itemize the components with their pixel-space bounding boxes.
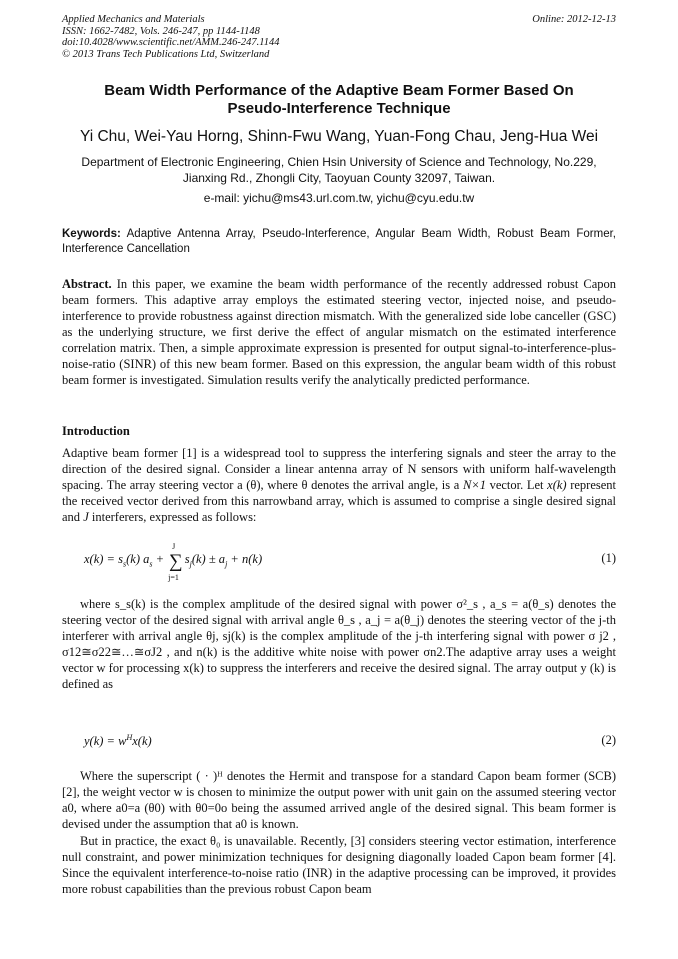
keywords-block: [62, 227, 616, 257]
journal-name: Applied Mechanics and Materials: [62, 14, 205, 25]
intro-p1-text-c: vector. Let: [485, 478, 548, 492]
eq1-sub-j: j: [189, 559, 192, 569]
eq1-end: + n(k): [227, 552, 263, 566]
keywords-text: Adaptive Antenna Array, Pseudo-Interference, Angular Beam Width, Robust Beam Former, Interference Cancellation: [62, 228, 617, 255]
eq2-lhs: y(k) = w: [84, 734, 127, 749]
eq1-sub-j2: j: [225, 559, 228, 569]
intro-p1-math-n: N×1: [462, 478, 486, 492]
summation-symbol: ∑ J j=1: [168, 542, 183, 582]
eq1-tail: (k) ± a: [191, 552, 226, 566]
abstract-label: Abstract.: [62, 277, 112, 291]
intro-p1-text-e: represent the received vector derived from this narrowband array, which is assumed to comprise a single desired signal and: [62, 478, 617, 524]
intro-paragraph-3: Where the superscript ( · )ᴴ denotes the Hermit and transpose for a standard Capon beam former (SCB) [2], the weight vector w is chosen to minimize the output power with unit gain on the assumed steering vector a0, where a0=a (θ0) with θ0=0o being the assumed arrived angle of the desired signal. This beam former is devised under the assumption that a0 is known.: [62, 769, 616, 831]
affiliation: [62, 154, 616, 186]
intro-paragraph-2: where s_s(k) is the complex amplitude of the desired signal with power σ²_s , a_s = a(θ_s) denotes the steering vector of the desired signal with arrival angle θ_s , a_j = a(θ_j) denotes the steering vector of the j-th interferer with arrival angle θj, sj(k) is the complex amplitude of the j-th interfering signal with power σ j2 , σ12≅σ22≅…≅σJ2 , and n(k) is the additive white noise with power σn2.The adaptive array uses a weight vector w for processing x(k) to suppress the interferers and receive the desired signal. The array output y (k) is defined as: [62, 597, 616, 691]
journal-header: [62, 14, 279, 60]
eq2-sup-h: H: [126, 733, 133, 742]
eq2-rhs: x(k): [132, 734, 152, 749]
issn-line: ISSN: 1662-7482, Vols. 246-247, pp 1144-1148: [62, 25, 260, 37]
section-heading-introduction: Introduction: [62, 424, 130, 438]
equation-1: [84, 538, 616, 582]
keywords-label: Keywords:: [62, 228, 121, 240]
intro-p1-text-g: interferers, expressed as follows:: [88, 510, 257, 524]
copyright-line: © 2013 Trans Tech Publications Ltd, Switzerland: [62, 48, 270, 60]
equation-2: [84, 733, 616, 751]
eq1-lhs: x(k) = s: [84, 552, 123, 566]
equation-1-body: [84, 542, 263, 582]
paper-title: [62, 82, 616, 118]
equation-1-number: (1): [601, 551, 616, 565]
eq1-mid: (k) a: [126, 552, 150, 566]
intro-paragraph-4: But in practice, the exact θ₀ is unavailable. Recently, [3] considers steering vector estimation, interference null constraint, and power minimization techniques for designing diagonally loaded Capon beam former [4]. Since the equivalent interference-to-noise ratio (INR) in the adaptive processing can be improved, it provides more robust capabilities than the previous robust Capon beam: [62, 834, 616, 896]
intro-p1-math-x: x(k): [547, 478, 567, 492]
title-line-1: Beam Width Performance of the Adaptive Beam Former Based On: [104, 82, 574, 99]
equation-2-body: [84, 733, 152, 749]
eq1-sub-s2: s: [149, 559, 153, 569]
equation-2-number: (2): [601, 733, 616, 747]
intro-paragraph-1: [62, 445, 616, 525]
abstract-block: [62, 276, 616, 388]
abstract-text: In this paper, we examine the beam width performance of the recently addressed robust Capon beam formers. This adaptive array employs the estimated steering vector, injected noise, and pseudo-interference to provide robustness against direction mismatch. With the generalized side lobe canceller (GSC) as the underlying structure, we first derive the effect of angular mismatch on the estimated interference correlation matrix. Then, a simple approximate expression is presented for output signal-to-interference-plus-noise-ratio (SINR) of this new beam former. Based on this expression, the angular beam width of this robust beam former is investigated. Simulation results verify the analytically predicted performance.: [62, 277, 616, 387]
eq1-rhs: s: [184, 552, 190, 566]
title-line-2: Pseudo-Interference Technique: [227, 100, 451, 117]
email-line: e-mail: yichu@ms43.url.com.tw, yichu@cyu.edu.tw: [203, 191, 475, 205]
author-list: Yi Chu, Wei-Yau Horng, Shinn-Fwu Wang, Yuan-Fong Chau, Jeng-Hua Wei: [79, 128, 599, 145]
intro-p1-text-a: Adaptive beam former [1] is a widespread tool to suppress the interfering signals and steer the array to the direction of the desired signal. Consider a linear antenna array of N sensors with uniform half-wavelength spacing. The array steering vector a (θ), where θ denotes the arrival angle, is a: [62, 446, 616, 492]
online-date: Online: 2012-12-13: [532, 14, 616, 25]
sum-upper-limit: J: [172, 542, 176, 551]
sum-lower-limit: j=1: [168, 573, 179, 582]
doi-line: doi:10.4028/www.scientific.net/AMM.246-247.1144: [62, 37, 280, 48]
affiliation-line-2: Jianxing Rd., Zhongli City, Taoyuan County 32097, Taiwan.: [182, 171, 496, 185]
eq1-plus: +: [152, 552, 168, 566]
affiliation-line-1: Department of Electronic Engineering, Chien Hsin University of Science and Technology, No.229,: [81, 155, 597, 169]
intro-p1-math-j: J: [83, 510, 89, 524]
eq1-sub-s: s: [122, 559, 127, 569]
